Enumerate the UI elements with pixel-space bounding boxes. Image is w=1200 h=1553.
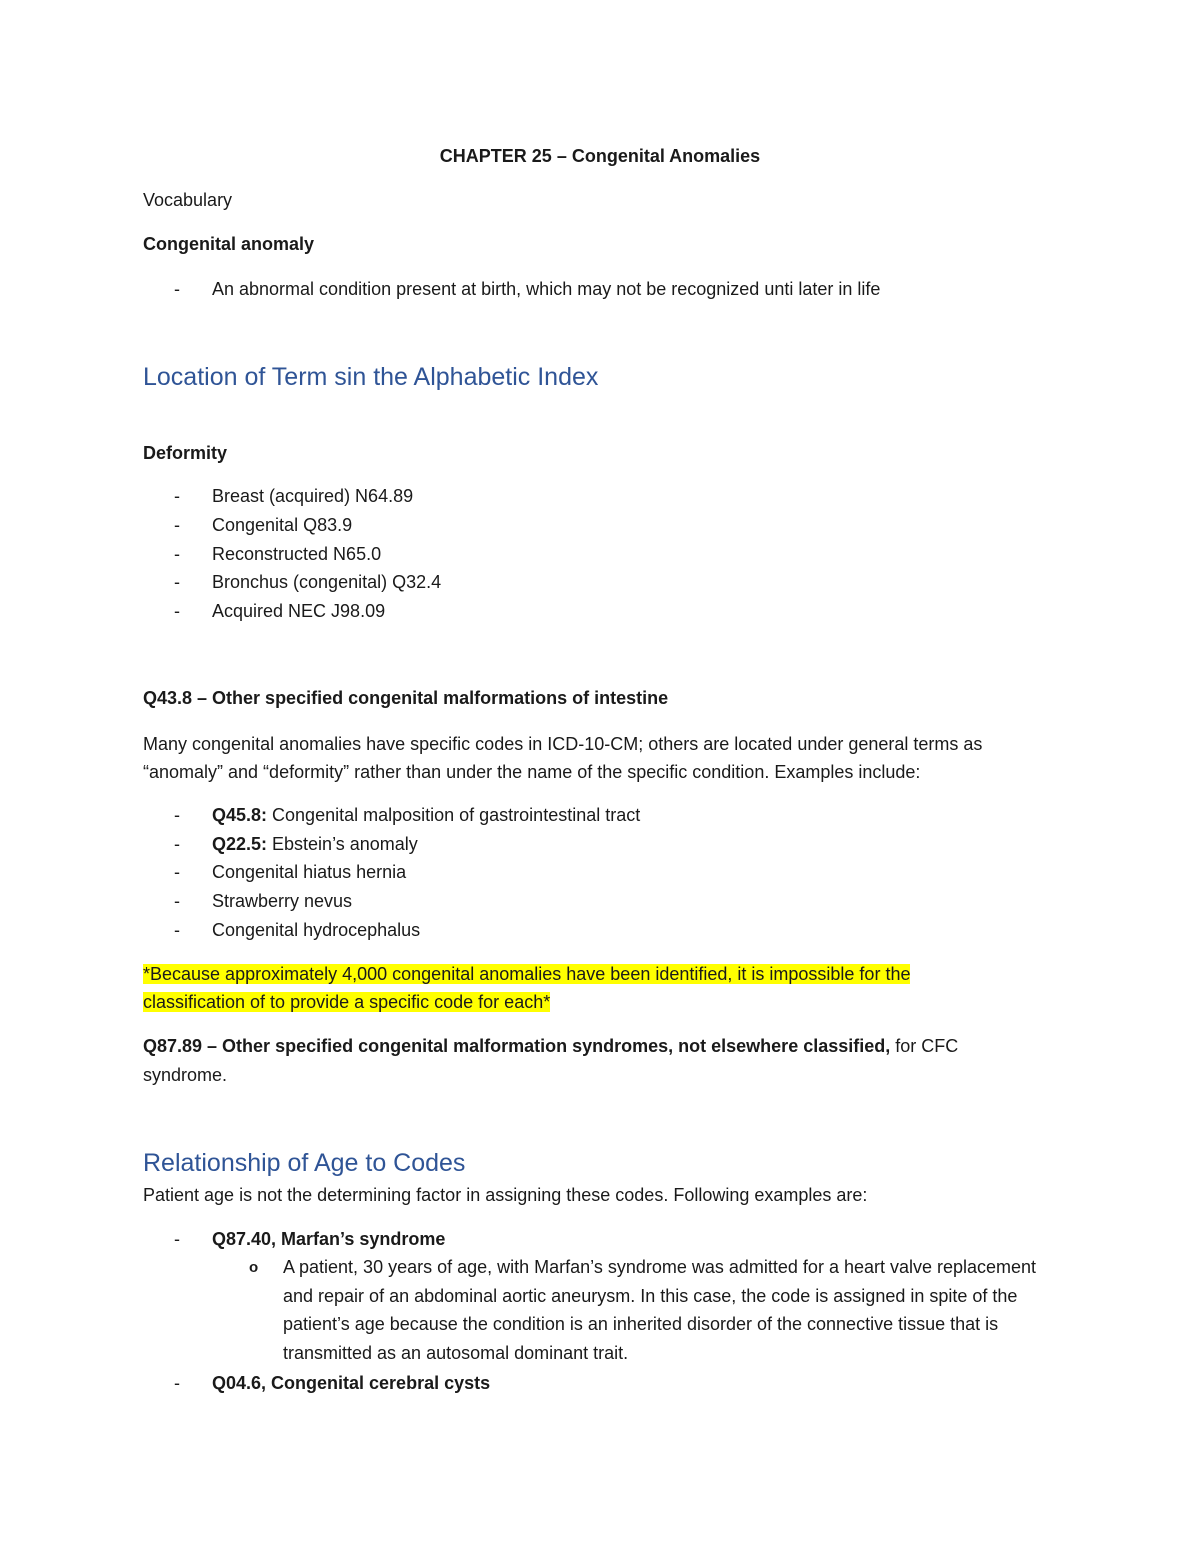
list-dash: - [174,601,180,621]
code-line-q87-cont: syndrome. [143,1065,228,1085]
list-dash: - [174,1229,180,1249]
list-dash: - [174,834,180,854]
q87-code-bold: Q87.89 – Other specified congenital malformation syndromes, not elsewhere classified, [143,1036,891,1056]
age-intro: Patient age is not the determining factor in assigning these codes. Following examples are: [143,1185,868,1205]
list-dash: - [174,572,180,592]
example-text: Ebstein’s anomaly [267,834,418,854]
list-item: Acquired NEC J98.09 [212,601,386,621]
example-item: Congenital hiatus hernia [212,862,407,882]
example-item: Strawberry nevus [212,891,353,911]
example-item [212,830,418,858]
list-item: Reconstructed N65.0 [212,544,382,564]
highlight: classification of to provide a specific code for each* [143,992,551,1012]
paragraph-line: Many congenital anomalies have specific codes in ICD-10-CM; others are located under general terms as [143,734,983,754]
list-dash: - [174,1373,180,1393]
list-dash: - [174,891,180,911]
term-heading: Congenital anomaly [143,234,315,254]
highlight: *Because approximately 4,000 congenital anomalies have been identified, it is impossible for the [143,964,911,984]
paragraph-line: “anomaly” and “deformity” rather than under the name of the specific condition. Examples include: [143,762,921,782]
code-line-q87 [143,1032,958,1060]
q87-code-rest: for CFC [890,1036,959,1056]
term-definition: An abnormal condition present at birth, which may not be recognized unti later in life [212,279,881,299]
list-dash: - [174,544,180,564]
age-item: Q04.6, Congenital cerebral cysts [212,1373,491,1393]
list-dash: - [174,920,180,940]
list-item: Breast (acquired) N64.89 [212,486,414,506]
example-text: Congenital malposition of gastrointestinal tract [267,805,641,825]
list-dash: - [174,279,180,299]
list-dash: - [174,805,180,825]
highlighted-note-line [143,988,550,1016]
chapter-title: CHAPTER 25 – Congenital Anomalies [439,146,761,166]
list-dash: - [174,515,180,535]
list-dash: - [174,486,180,506]
example-item [212,801,640,829]
section-heading-location: Location of Term sin the Alphabetic Index [143,363,599,391]
list-item: Congenital Q83.9 [212,515,353,535]
example-code: Q22.5: [212,834,268,854]
sub-item-text: A patient, 30 years of age, with Marfan’s syndrome was admitted for a heart valve replacement and repair of an abdominal aortic aneurysm. In this case, the code is assigned in spite of the patient’s age because the condition is an inherited disorder of the connective tissue that is transmitted as an autosomal dominant trait. [283,1257,1037,1364]
list-item: Bronchus (congenital) Q32.4 [212,572,442,592]
example-code: Q45.8: [212,805,268,825]
age-item: Q87.40, Marfan’s syndrome [212,1229,446,1249]
section-heading-age: Relationship of Age to Codes [143,1149,466,1177]
code-heading-q43: Q43.8 – Other specified congenital malformations of intestine [143,688,669,708]
highlighted-note-line [143,960,910,988]
example-item: Congenital hydrocephalus [212,920,421,940]
list-dash: - [174,862,180,882]
deformity-heading: Deformity [143,443,228,463]
vocabulary-label: Vocabulary [143,190,233,210]
sub-bullet-marker: o [249,1259,259,1276]
